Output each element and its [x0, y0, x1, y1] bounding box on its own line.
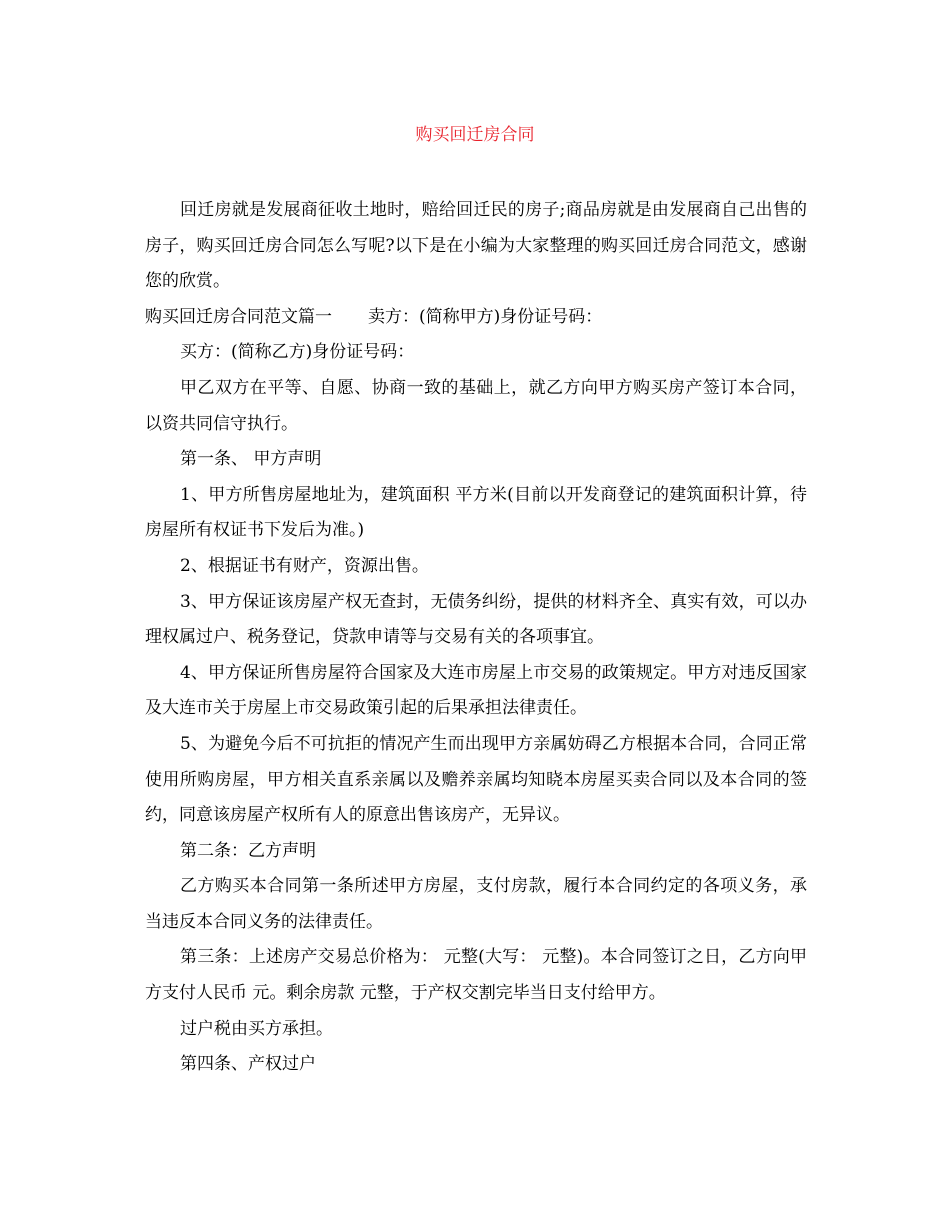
document-body — [145, 193, 807, 1083]
clause-1-4: 4、甲方保证所售房屋符合国家及大连市房屋上市交易的政策规定。甲方对违反国家及大连市关于房屋上市交易政策引起的后果承担法律责任。 — [145, 662, 807, 719]
seller-line: 卖方：(简称甲方)身份证号码： — [368, 306, 603, 327]
paragraph-buyer: 买方：(简称乙方)身份证号码： — [180, 342, 415, 363]
section-heading: 购买回迁房合同范文篇一 — [145, 306, 332, 327]
paragraph-intro: 回迁房就是发展商征收土地时，赔给回迁民的房子;商品房就是由发展商自己出售的房子，购买回迁房合同怎么写呢?以下是在小编为大家整理的购买回迁房合同范文，感谢您的欣赏。 — [145, 200, 807, 292]
transfer-tax-note: 过户税由买方承担。 — [180, 1018, 333, 1039]
clause-2-1: 乙方购买本合同第一条所述甲方房屋，支付房款，履行本合同约定的各项义务，承当违反本合同义务的法律责任。 — [145, 876, 807, 932]
paragraph-heading-line — [145, 300, 807, 336]
article-2-heading: 第二条：乙方声明 — [180, 840, 316, 861]
article-1-heading: 第一条、 甲方声明 — [180, 449, 322, 470]
clause-1-2: 2、根据证书有财产，资源出售。 — [180, 555, 429, 576]
clause-1-3: 3、甲方保证该房屋产权无查封，无债务纠纷，提供的材料齐全、真实有效，可以办理权属过户、税务登记，贷款申请等与交易有关的各项事宜。 — [145, 591, 807, 648]
clause-1-1: 1、甲方所售房屋地址为，建筑面积 平方米(目前以开发商登记的建筑面积计算，待房屋所有权证书下发后为准。) — [145, 484, 807, 541]
document-title: 购买回迁房合同 — [415, 125, 535, 145]
article-3: 第三条：上述房产交易总价格为： 元整(大写： 元整)。本合同签订之日，乙方向甲方支付人民币 元。剩余房款 元整，于产权交割完毕当日支付给甲方。 — [145, 947, 807, 1004]
article-4-heading: 第四条、产权过户 — [180, 1054, 316, 1075]
paragraph-agreement: 甲乙双方在平等、自愿、协商一致的基础上，就乙方向甲方购买房产签订本合同，以资共同信守执行。 — [145, 377, 807, 434]
clause-1-5: 5、为避免今后不可抗拒的情况产生而出现甲方亲属妨碍乙方根据本合同，合同正常使用所购房屋，甲方相关直系亲属以及赡养亲属均知晓本房屋买卖合同以及本合同的签约，同意该房屋产权所有人的原意出售该房产，无异议。 — [145, 733, 807, 826]
